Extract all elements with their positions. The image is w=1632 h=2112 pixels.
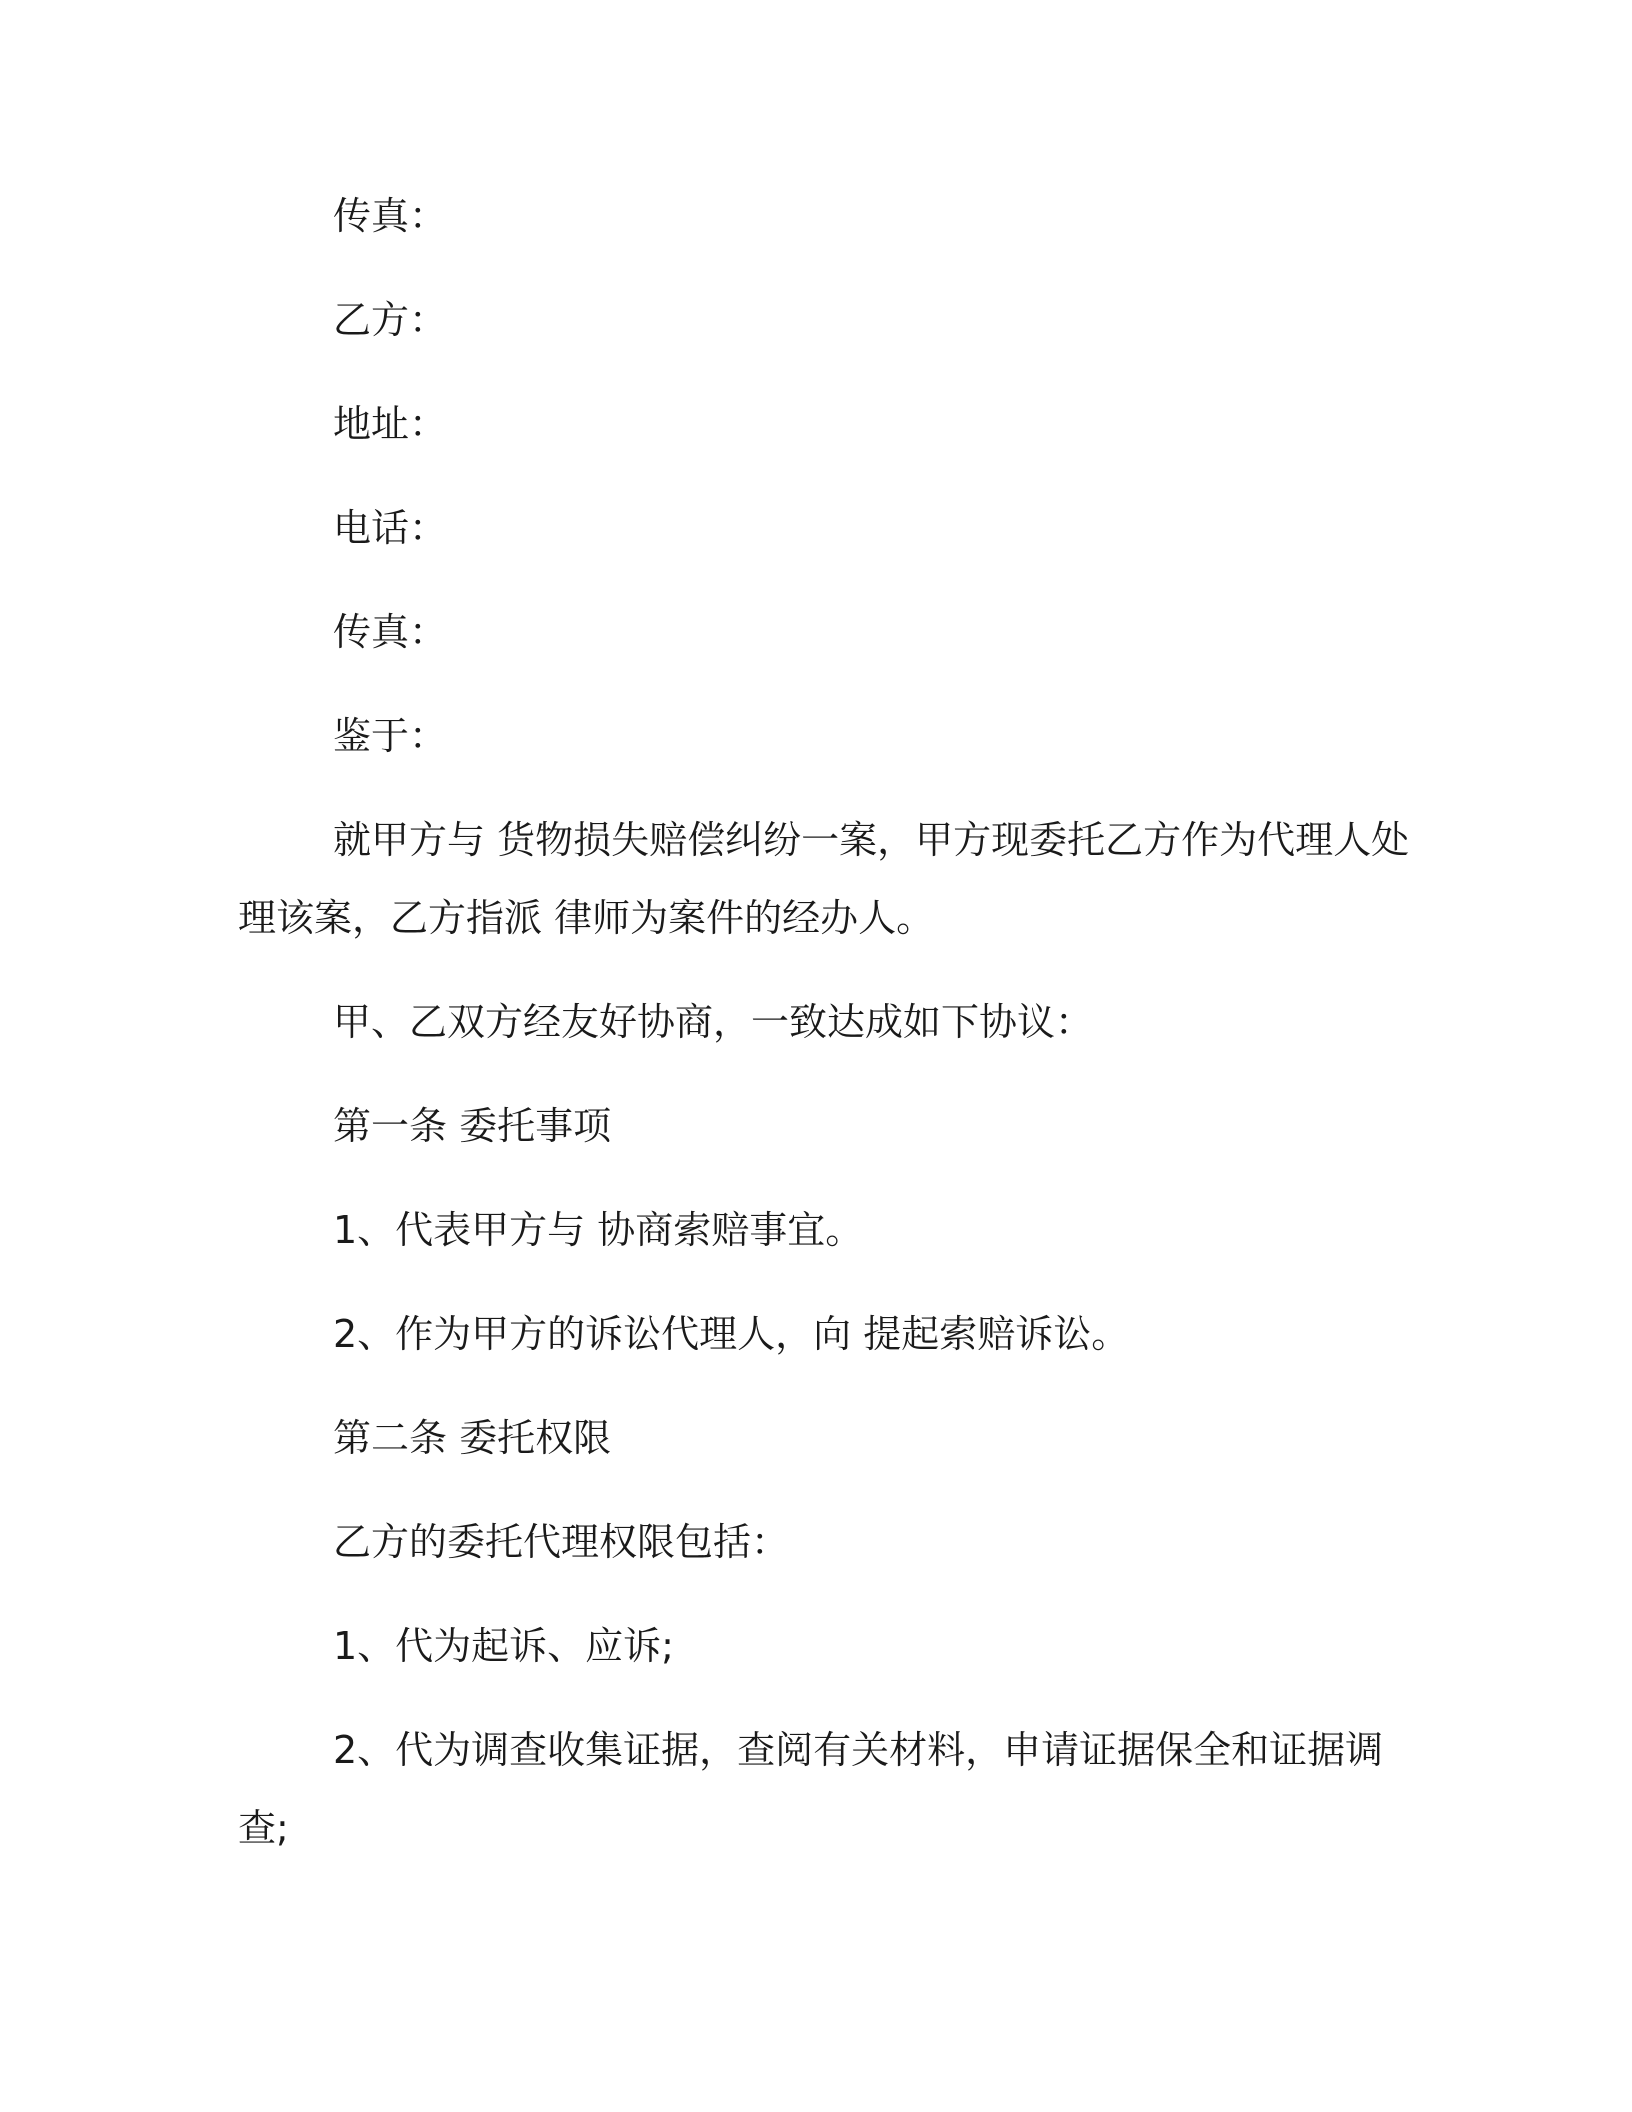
article-2-heading: 第二条 委托权限: [333, 1416, 612, 1460]
fax-label-2: 传真：: [333, 610, 448, 654]
case-paragraph-line-1: 就甲方与 货物损失赔偿纠纷一案，甲方现委托乙方作为代理人处: [333, 818, 1410, 862]
agreement-intro: 甲、乙双方经友好协商，一致达成如下协议：: [333, 1000, 1094, 1044]
party-b-label: 乙方：: [333, 298, 448, 342]
article-1-item-1: 1、代表甲方与 协商索赔事宜。: [333, 1208, 864, 1252]
address-label: 地址：: [333, 402, 448, 446]
authority-item-2-line-2: 查;: [238, 1806, 289, 1850]
whereas-label: 鉴于：: [333, 714, 448, 758]
case-paragraph-line-2: 理该案，乙方指派 律师为案件的经办人。: [238, 896, 935, 940]
authority-item-2-line-1: 2、代为调查收集证据，查阅有关材料，申请证据保全和证据调: [333, 1728, 1384, 1772]
phone-label: 电话：: [333, 506, 448, 550]
fax-label-1: 传真：: [333, 194, 448, 238]
article-1-item-2: 2、作为甲方的诉讼代理人，向 提起索赔诉讼。: [333, 1312, 1130, 1356]
authority-item-1: 1、代为起诉、应诉;: [333, 1624, 674, 1668]
authority-intro: 乙方的委托代理权限包括：: [333, 1520, 790, 1564]
article-1-heading: 第一条 委托事项: [333, 1104, 612, 1148]
